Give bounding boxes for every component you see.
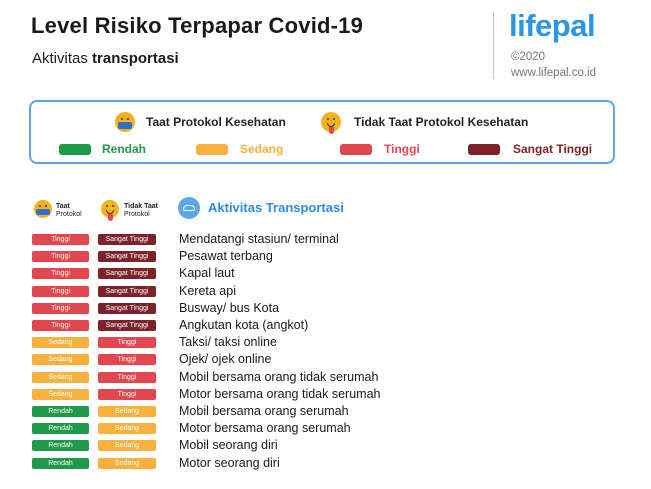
activity-label: Taksi/ taksi online: [179, 335, 277, 350]
table-row: [0, 403, 651, 420]
page-title: Level Risiko Terpapar Covid-19: [31, 13, 364, 38]
risk-badge-taat: Tinggi: [32, 286, 89, 297]
brand-info: [511, 49, 596, 81]
table-row: [0, 265, 651, 282]
copyright-year: ©2020: [511, 51, 546, 63]
label-sedang: Sedang: [240, 142, 284, 156]
risk-badge-taat: Tinggi: [32, 251, 89, 262]
brand-url: www.lifepal.co.id: [511, 67, 597, 79]
risk-badge-taat: Sedang: [32, 372, 89, 383]
table-row: [0, 369, 651, 386]
risk-badge-tidak-taat: Sedang: [98, 406, 156, 417]
activity-label: Pesawat terbang: [179, 249, 273, 264]
table-row: [0, 334, 651, 351]
legend-box: [29, 100, 615, 164]
activity-label: Busway/ bus Kota: [179, 300, 280, 315]
risk-badge-tidak-taat: Sedang: [98, 440, 156, 451]
col2-header-line2: Protokol: [124, 211, 150, 218]
risk-badge-tidak-taat: Sangat Tinggi: [98, 286, 156, 297]
risk-badge-taat: Sedang: [32, 389, 89, 400]
page-subtitle: [32, 50, 179, 67]
masked-face-icon: [115, 112, 135, 132]
risk-badge-tidak-taat: Sangat Tinggi: [98, 320, 156, 331]
activity-label: Mobil seorang diri: [179, 438, 278, 453]
legend-protocol-yes: Taat Protokol Kesehatan: [146, 115, 286, 129]
car-icon: [178, 197, 200, 219]
risk-badge-taat: Rendah: [32, 440, 89, 451]
table-row: [0, 283, 651, 300]
unmasked-face-icon: [101, 200, 119, 218]
unmasked-face-icon: [321, 112, 341, 132]
risk-badge-taat: Rendah: [32, 406, 89, 417]
risk-badge-taat: Tinggi: [32, 303, 89, 314]
table-row: [0, 437, 651, 454]
risk-badge-tidak-taat: Tinggi: [98, 389, 156, 400]
swatch-sedang: [196, 144, 228, 155]
activity-label: Ojek/ ojek online: [179, 352, 272, 367]
risk-badge-taat: Tinggi: [32, 320, 89, 331]
risk-badge-tidak-taat: Sangat Tinggi: [98, 251, 156, 262]
risk-badge-tidak-taat: Sedang: [98, 423, 156, 434]
column-header-tidak-taat: [124, 203, 158, 219]
table-row: [0, 300, 651, 317]
section-title: Aktivitas Transportasi: [208, 200, 344, 215]
activity-label: Motor bersama orang serumah: [179, 421, 351, 436]
table-row: [0, 317, 651, 334]
table-row: [0, 386, 651, 403]
risk-badge-taat: Tinggi: [32, 234, 89, 245]
risk-badge-taat: Tinggi: [32, 268, 89, 279]
label-tinggi: Tinggi: [384, 142, 420, 156]
label-sangat-tinggi: Sangat Tinggi: [513, 142, 593, 156]
activity-label: Kereta api: [179, 283, 236, 298]
risk-badge-taat: Sedang: [32, 337, 89, 348]
table-row: [0, 420, 651, 437]
table-row: [0, 248, 651, 265]
header-divider: [493, 12, 494, 79]
col1-header-line1: Taat: [56, 203, 70, 210]
activity-label: Mobil bersama orang tidak serumah: [179, 369, 379, 384]
col1-header-line2: Protokol: [56, 211, 82, 218]
table-row: [0, 351, 651, 368]
activity-label: Mendatangi stasiun/ terminal: [179, 232, 339, 246]
risk-badge-taat: Rendah: [32, 458, 89, 469]
risk-badge-tidak-taat: Tinggi: [98, 354, 156, 365]
table-row: [0, 231, 651, 248]
risk-badge-tidak-taat: Sangat Tinggi: [98, 303, 156, 314]
label-rendah: Rendah: [102, 142, 147, 156]
table-row: [0, 455, 651, 472]
subtitle-prefix: Aktivitas: [32, 50, 93, 67]
activity-label: Mobil bersama orang serumah: [179, 404, 349, 418]
legend-protocol-no: Tidak Taat Protokol Kesehatan: [354, 115, 529, 129]
lifepal-logo: lifepal: [509, 8, 596, 43]
activity-label: Kapal laut: [179, 266, 235, 281]
risk-badge-tidak-taat: Sangat Tinggi: [98, 234, 156, 245]
subtitle-bold: transportasi: [92, 50, 179, 67]
risk-badge-tidak-taat: Sangat Tinggi: [98, 268, 156, 279]
activity-label: Motor seorang diri: [179, 455, 280, 470]
swatch-sangat-tinggi: [468, 144, 500, 155]
swatch-rendah: [59, 144, 91, 155]
risk-badge-tidak-taat: Tinggi: [98, 372, 156, 383]
column-header-taat: [56, 203, 82, 219]
risk-badge-tidak-taat: Tinggi: [98, 337, 156, 348]
risk-badge-tidak-taat: Sedang: [98, 458, 156, 469]
masked-face-icon: [34, 200, 52, 218]
swatch-tinggi: [340, 144, 372, 155]
activity-label: Motor bersama orang tidak serumah: [179, 386, 381, 401]
activity-label: Angkutan kota (angkot): [179, 318, 309, 332]
col2-header-line1: Tidak Taat: [124, 203, 158, 210]
risk-badge-taat: Rendah: [32, 423, 89, 434]
risk-badge-taat: Sedang: [32, 354, 89, 365]
